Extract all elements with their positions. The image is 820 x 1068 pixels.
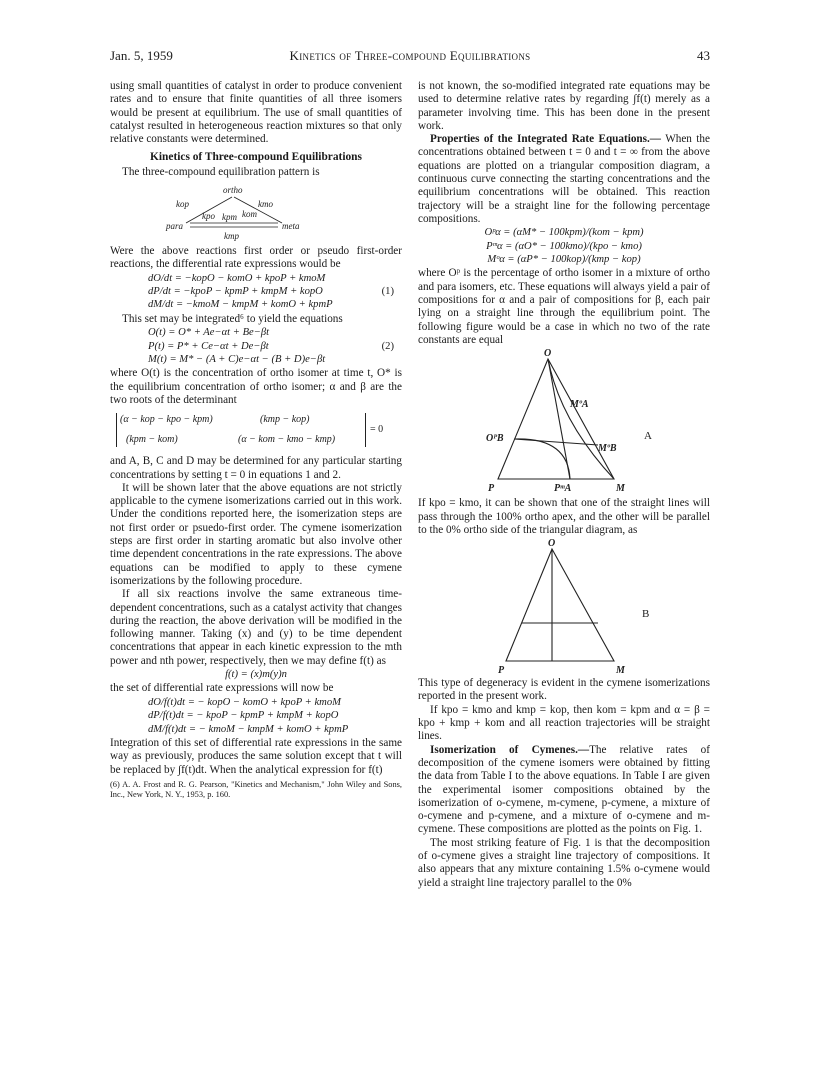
- determinant: [110, 409, 402, 453]
- paragraph: and A, B, C and D may be determined for any particular starting concentrations by setting t = 0 in equations 1 and 2.: [110, 455, 402, 481]
- equation: M(t) = M* − (A + C)e−αt − (B + D)e−βt: [148, 354, 326, 365]
- label-mo-b: MºB: [598, 443, 617, 455]
- paragraph: using small quantities of catalyst in order to produce convenient rates and to ensure that finite quantities of all three isomers would be present at equilibrium. The use of small quantities of catalyst resulted in heterogeneous reaction mixtures so that only relative constants were determined.: [110, 80, 402, 146]
- scheme-kop: kop: [176, 199, 189, 210]
- header-date: Jan. 5, 1959: [110, 48, 173, 63]
- apex-p: P: [488, 483, 495, 495]
- det-a11: (α − kop − kpo − kpm): [120, 414, 213, 426]
- paragraph: If kpo = kmo and kmp = kop, then kom = kpm and α = β = kpo + kmp + kom and all reaction trajectories will be straight lines.: [418, 703, 710, 743]
- run-in-heading: Properties of the Integrated Rate Equations.—: [430, 133, 661, 146]
- paragraph: It will be shown later that the above equations are not strictly applicable to the cymene isomerizations carried out in this work. Under the conditions reported here, the isomerization steps are not first order or psuedo-first order. The cymene isomerization steps are first order in starting aromatic but also involve other time dependent concentrations in the rate expressions. The above equations can be modified to apply to these cymene isomerizations by the following procedure.: [110, 481, 402, 587]
- left-column: [110, 80, 402, 800]
- apex-p: P: [498, 665, 505, 677]
- paragraph: The most striking feature of Fig. 1 is that the decomposition of o-cymene gives a straight line trajectory of compositions. It also appears that any mixture containing 1.5% o-cymene would yield a straight line trajectory parallel to the 0%: [418, 836, 710, 889]
- scheme-kpm: kpm: [222, 212, 237, 223]
- det-a21: (kpm − kom): [126, 434, 178, 446]
- apex-o: O: [548, 538, 556, 550]
- page-header: [110, 48, 710, 66]
- figure-label-b: B: [642, 608, 650, 621]
- right-column: [418, 80, 710, 890]
- triangle-outline: [506, 549, 614, 661]
- section-heading: Kinetics of Three-compound Equilibrations: [150, 151, 362, 164]
- det-a12: (kmp − kop): [260, 414, 310, 426]
- paragraph: If kpo = kmo, it can be shown that one of the straight lines will pass through the 100% ortho apex, and the other will be parallel to the 0% ortho side of the triangular diagram, as: [418, 497, 710, 536]
- scheme-meta: meta: [282, 221, 300, 232]
- header-title: Kinetics of Three-compound Equilibrations: [289, 48, 531, 63]
- equilibration-scheme: [110, 181, 402, 243]
- equation: dO/f(t)dt = − kopO − komO + kpoP + kmoM: [148, 696, 341, 708]
- equation: Mᵒα = (αP* − 100kop)/(kmp − kop): [487, 254, 641, 266]
- equation: dM/dt = −kmoM − kmpM + komO + kpmP: [148, 299, 333, 311]
- scheme-kmo: kmo: [258, 199, 273, 210]
- equation: dP/f(t)dt = − kpoP − kpmP + kmpM + kopO: [148, 710, 339, 722]
- scheme-ortho: ortho: [223, 185, 243, 196]
- equation: f(t) = (x)m(y)n: [225, 669, 287, 681]
- equation: O(t) = O* + Ae−αt + Be−βt: [148, 327, 270, 339]
- figure-label-a: A: [644, 430, 652, 443]
- figure-a: [418, 347, 710, 497]
- equation-number: (2): [381, 340, 394, 352]
- apex-m: M: [616, 665, 625, 677]
- paragraph: The three-compound equilibration pattern is: [122, 165, 320, 178]
- det-rhs: = 0: [370, 424, 384, 436]
- figure-b: [418, 537, 710, 677]
- footnote: (6) A. A. Frost and R. G. Pearson, "Kinetics and Mechanism," John Wiley and Sons, Inc., New York, N. Y., 1953, p. 160.: [110, 779, 402, 799]
- equation: dP/dt = −kpoP − kpmP + kmpM + kopO (1): [148, 286, 394, 298]
- scheme-para: para: [166, 221, 184, 232]
- paragraph: where Oᵖ is the percentage of ortho isomer in a mixture of ortho and para isomers, etc. These equations will always yield a pair of compositions for α and a pair of compositions for β, each pair lying on a straight line through the equilibrium point. The following figure would be a case in which no two of the rate constants are equal: [418, 267, 710, 346]
- scheme-diagram: [110, 181, 402, 243]
- paragraph: This type of degeneracy is evident in the cymene isomerizations reported in the present work.: [418, 677, 710, 703]
- paragraph: where O(t) is the concentration of ortho isomer at time t, O* is the equilibrium concentration of ortho isomer; α and β are the two roots of the determinant: [110, 367, 402, 406]
- paragraph: Isomerization of Cymenes.—The relative rates of decomposition of the cymene isomers were obtained by fitting the data from Table I to the above equations. In Table I are given the experimental isomer compositions obtained by the isomerization of o-cymene, m-cymene, p-cymene, a mixture of o-cymene and p-cymene, and a mixture of o-cymene and m-cymene. These compositions are plotted as the points on Fig. 1.: [418, 743, 711, 836]
- paragraph: This set may be integrated⁶ to yield the equations: [122, 312, 343, 325]
- scheme-kom: kom: [242, 209, 257, 220]
- scheme-kpo: kpo: [202, 211, 215, 222]
- paragraph: Were the above reactions first order or pseudo first-order reactions, the differential rate expressions would be: [110, 245, 402, 271]
- label-op-b: OᴾB: [486, 433, 504, 445]
- trajectory-curve: [514, 439, 570, 479]
- triangle-diagram-a: [418, 347, 710, 497]
- paragraph: the set of differential rate expressions will now be: [110, 682, 334, 695]
- equation: Oᵖα = (αM* − 100kpm)/(kom − kpm): [484, 227, 644, 239]
- triangle-outline: [498, 359, 614, 479]
- paragraph: is not known, the so-modified integrated rate equations may be used to determine relative rates by regarding ∫f(t) merely as a parameter involving time. This has been done in the present work.: [418, 80, 710, 132]
- label-pm-a: PᵐA: [554, 483, 572, 495]
- apex-o: O: [544, 348, 552, 360]
- trajectory-line: [548, 359, 570, 479]
- paragraph: If all six reactions involve the same extraneous time-dependent concentrations, such as a catalyst activity that changes during the reaction, the above derivation will be modified in the following manner. Taking (x) and (y) to be time dependent concentrations that appear in each kinetic expression to the mth power and nth power, respectively, then we may define f(t) as: [110, 588, 402, 667]
- apex-m: M: [616, 483, 625, 495]
- scheme-kmp: kmp: [224, 231, 239, 242]
- equation-number: (1): [381, 286, 394, 298]
- equation: dO/dt = −kopO − komO + kpoP + kmoM: [148, 272, 326, 284]
- det-a22: (α − kom − kmo − kmp): [238, 434, 336, 446]
- triangle-diagram-b: [418, 537, 710, 677]
- paragraph: Properties of the Integrated Rate Equations.— When the concentrations obtained between t = 0 and t = ∞ from the above equations are plotted on a triangular composition diagram, a continuous curve connecting the starting concentrations and the equilibrium concentrations will be obtained. This reaction trajectory will be a straight line for the following percentage compositions.: [418, 133, 710, 225]
- run-in-heading: Isomerization of Cymenes.—: [430, 743, 590, 756]
- page-number: 43: [697, 48, 710, 63]
- equation: Pᵐα = (αO* − 100kmo)/(kpo − kmo): [486, 240, 642, 252]
- paragraph: Integration of this set of differential rate expressions in the same way as previously, produces the same solution except that t will be replaced by ∫f(t)dt. When the analytical expression for f(t): [110, 736, 402, 776]
- equation: dM/f(t)dt = − kmoM − kmpM + komO + kpmP: [148, 723, 349, 735]
- label-mo-a: MºA: [570, 399, 589, 411]
- equation: P(t) = P* + Ce−αt + De−βt (2): [148, 340, 394, 352]
